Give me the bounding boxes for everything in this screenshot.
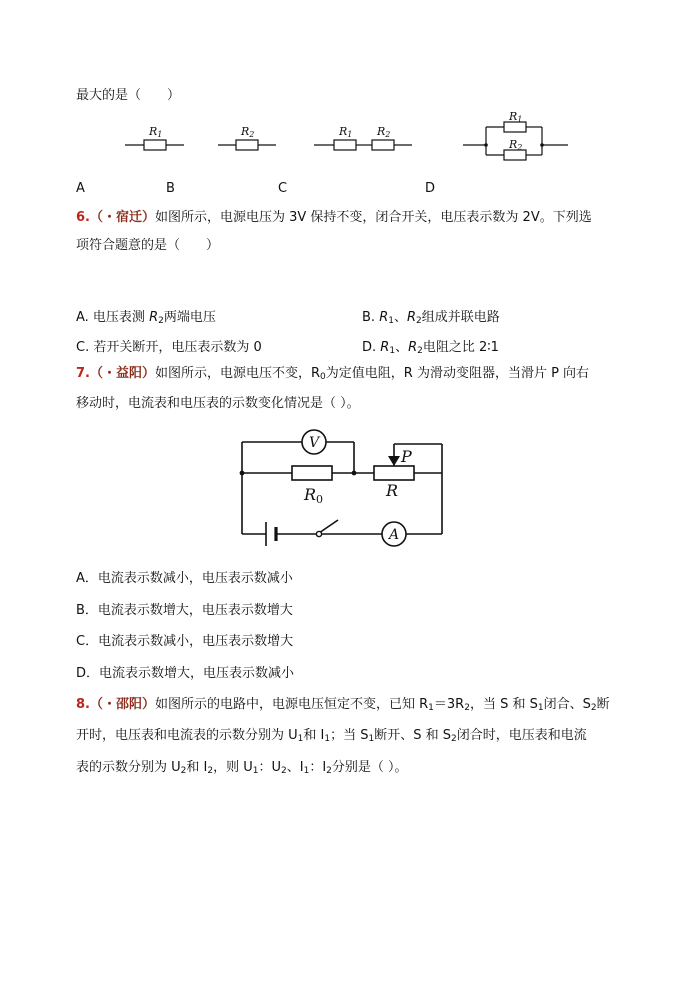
q7-option-c: C．电流表示数减小，电压表示数增大 (76, 634, 294, 649)
q7-number: 7. (76, 366, 90, 381)
q7-option-b: B．电流表示数增大，电压表示数增大 (76, 603, 293, 618)
q5-option-a: A (76, 181, 85, 196)
q5-resistor-figures (120, 110, 580, 170)
fig-d-label-1: R1 (509, 110, 523, 124)
q6-stem-line2: 项符合题意的是（ ） (76, 238, 220, 253)
q7-stem-line1: 7.（・益阳）如图所示，电源电压不变，$R_0$为定值电阻，R 为滑动变阻器，当滑片 P 向右 (76, 366, 590, 382)
p-label: P (401, 447, 412, 466)
q5-stem-end: 最大的是（ ） (76, 88, 181, 103)
voltmeter-label: V (308, 435, 320, 451)
ammeter-label: A (388, 527, 400, 543)
fig-a-label: R1 (149, 125, 163, 139)
q6-number: 6. (76, 210, 90, 225)
q7-circuit-diagram (236, 426, 450, 550)
q8-source: （・邵阳） (89, 697, 155, 712)
q6-stem-line1: 6.（・宿迁）如图所示，电源电压为 3V 保持不变，闭合开关，电压表示数为 2V。下列选 (76, 210, 592, 225)
r-label: R (386, 481, 399, 500)
q8-stem-line3: 表的示数分别为 $U_2$和 $I_2$，则 $U_1$：$U_2$、$I_1$：$I_2$分别是（ ）。 (76, 760, 408, 776)
fig-c-label-1: R1 (339, 125, 353, 139)
q6-source: （・宿迁） (89, 210, 155, 225)
fig-d-label-2: R2 (509, 138, 523, 152)
fig-b-label: R2 (241, 125, 255, 139)
q8-stem-line2: 开时，电压表和电流表的示数分别为 $U_1$和 $I_1$；当 $S_1$断开、S 和 $S_2$闭合时，电压表和电流 (76, 728, 587, 744)
q7-stem-line2: 移动时，电流表和电压表的示数变化情况是（ ）。 (76, 396, 360, 411)
q7-option-a: A．电流表示数减小，电压表示数减小 (76, 571, 293, 586)
fig-c-label-2: R2 (377, 125, 391, 139)
q5-option-b: B (166, 181, 175, 196)
q5-option-d: D (425, 181, 436, 196)
q7-option-d: D．电流表示数增大，电压表示数减小 (76, 666, 295, 681)
q5-option-c: C (278, 181, 288, 196)
q8-stem-line1: 8.（・邵阳）如图所示的电路中，电源电压恒定不变，已知 $R_1=3R_2$，当 S 和 $S_1$闭合、$S_2$断 (76, 697, 610, 713)
q8-number: 8. (76, 697, 90, 712)
q6-option-d: D. $R_1$、$R_2$电阻之比 2∶1 (362, 340, 499, 356)
q6-option-c: C. 若开关断开，电压表示数为 0 (76, 340, 262, 355)
r0-label: R0 (304, 485, 324, 506)
q6-option-a: A. 电压表测 $R_2$两端电压 (76, 310, 216, 326)
q7-source: （・益阳） (89, 366, 155, 381)
q6-option-b: B. $R_1$、$R_2$组成并联电路 (362, 310, 500, 326)
